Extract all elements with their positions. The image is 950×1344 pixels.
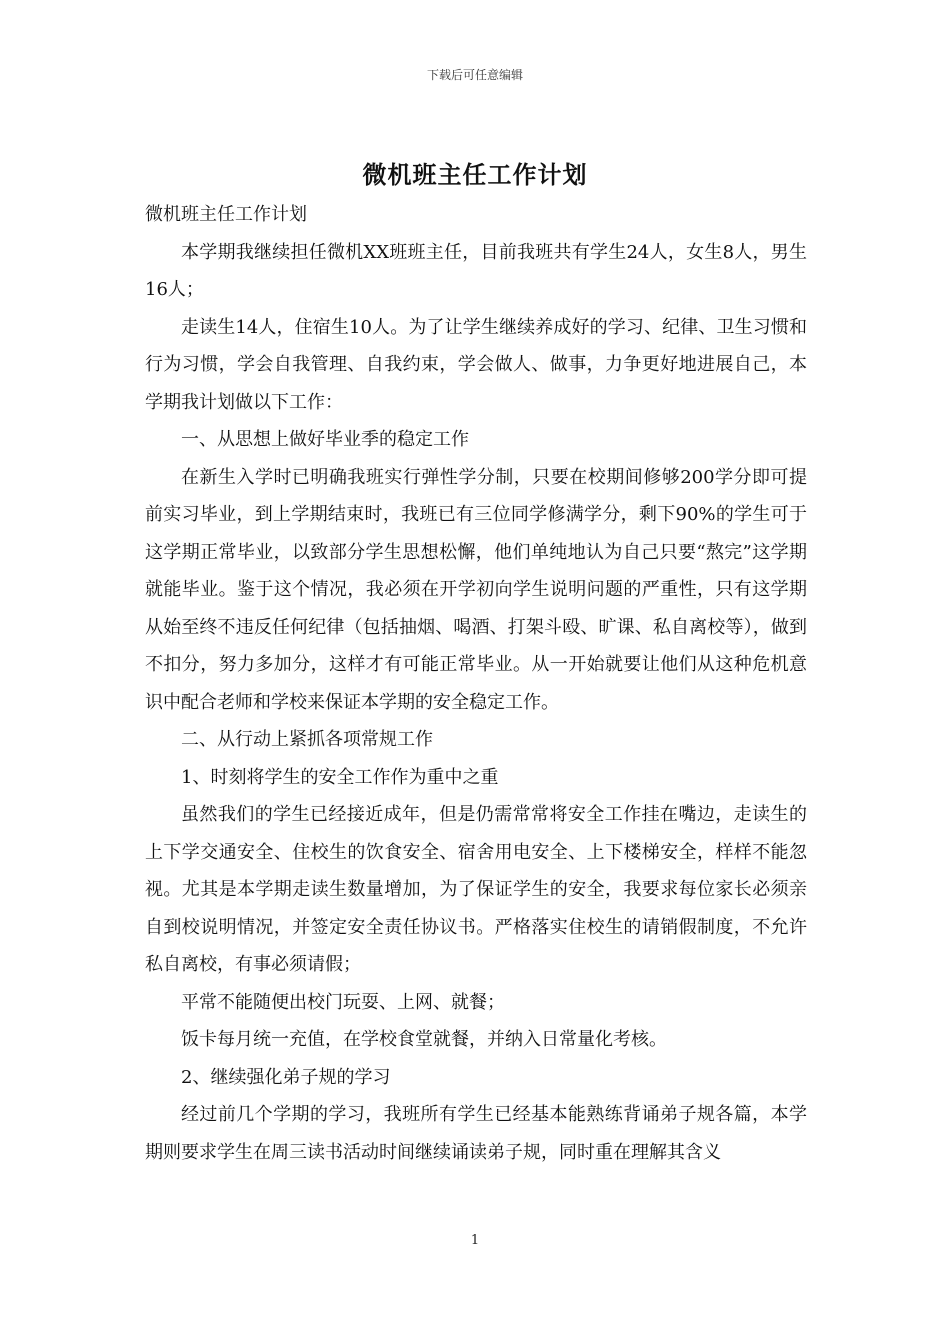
body-paragraph: 虽然我们的学生已经接近成年，但是仍需常常将安全工作挂在嘴边，走读生的上下学交通安全、住校生的饮食安全、宿舍用电安全、上下楼梯安全，样样不能忽视。尤其是本学期走读生数量增加，为了保证学生的安全，我要求每位家长必须亲自到校说明情况，并签定安全责任协议书。严格落实住校生的请销假制度，不允许私自离校，有事必须请假； <box>145 804 807 975</box>
page-number: 1 <box>470 1233 480 1248</box>
document-body <box>145 196 807 1171</box>
body-paragraph: 平常不能随便出校门玩耍、上网、就餐； <box>181 991 505 1013</box>
header-note: 下载后可任意编辑 <box>426 68 523 82</box>
body-paragraph: 2、继续强化弟子规的学习 <box>181 1066 391 1088</box>
body-paragraph: 在新生入学时已明确我班实行弹性学分制，只要在校期间修够200学分即可提前实习毕业，到上学期结束时，我班已有三位同学修满学分，剩下90%的学生可于这学期正常毕业，以致部分学生思想松懈，他们单纯地认为自己只要“熬完”这学期就能毕业。鉴于这个情况，我必须在开学初向学生说明问题的严重性，只有这学期从始至终不违反任何纪律（包括抽烟、喝酒、打架斗殴、旷课、私自离校等），做到不扣分，努力多加分，这样才有可能正常毕业。从一开始就要让他们从这种危机意识中配合老师和学校来保证本学期的安全稳定工作。 <box>145 466 807 713</box>
body-paragraph: 本学期我继续担任微机XX班班主任，目前我班共有学生24人，女生8人，男生16人； <box>145 241 807 300</box>
document-title: 微机班主任工作计划 <box>362 160 588 189</box>
body-paragraph: 经过前几个学期的学习，我班所有学生已经基本能熟练背诵弟子规各篇，本学期则要求学生在周三读书活动时间继续诵读弟子规，同时重在理解其含义 <box>145 1104 807 1163</box>
body-paragraph: 一、从思想上做好毕业季的稳定工作 <box>181 429 469 450</box>
body-paragraph: 走读生14人，住宿生10人。为了让学生继续养成好的学习、纪律、卫生习惯和行为习惯，学会自我管理、自我约束，学会做人、做事，力争更好地进展自己，本学期我计划做以下工作： <box>145 316 807 413</box>
body-paragraph: 微机班主任工作计划 <box>145 204 307 225</box>
body-paragraph: 1、时刻将学生的安全工作作为重中之重 <box>181 766 499 788</box>
body-paragraph: 饭卡每月统一充值，在学校食堂就餐，并纳入日常量化考核。 <box>181 1029 667 1050</box>
body-paragraph: 二、从行动上紧抓各项常规工作 <box>181 729 433 750</box>
